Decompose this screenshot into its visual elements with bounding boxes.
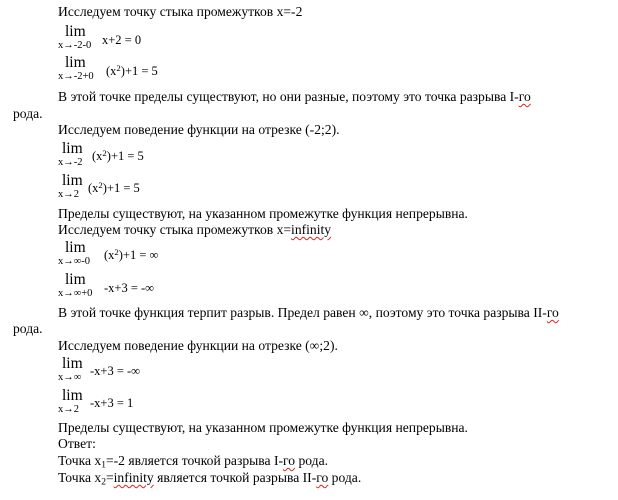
lim-word: lim [65,271,86,288]
lim-subscript: x→2 [58,189,79,200]
lim-word: lim [65,23,86,40]
lim-expression: x+2 = 0 [102,33,142,47]
lim-subscript: x→-2+0 [58,71,94,82]
word-infinity: infinity [291,222,332,237]
lim-subscript: x→-2-0 [58,40,92,51]
lim-word: lim [62,140,83,157]
lim-expression: $(x^2)+1 = 5$ [88,180,140,195]
suffix-go: го [283,453,296,468]
heading-interval-2: Исследуем поведение функции на отрезке (∞;2). [58,338,338,353]
word-infinity: infinity [113,470,154,485]
suffix-go: го [518,89,531,104]
heading-junction-point-2: Исследуем точку стыка промежутков x=infinity [58,222,332,237]
answer-1: Точка $x_1=-2$ является точкой разрыва I-го рода. [58,453,328,471]
lim-subscript: x→∞-0 [58,256,90,267]
lim-subscript: x→∞+0 [58,288,93,299]
lim-word: lim [65,54,86,71]
suffix-go: го [546,305,559,320]
lim-expression: -x+3 = -∞ [104,281,155,295]
paragraph-1-line-2: рода. [13,106,43,121]
paragraph-1-line-1: В этой точке пределы существуют, но они разные, поэтому это точка разрыва I-го [58,89,531,104]
conclusion-2: Пределы существуют, на указанном промежутке функция непрерывна. [58,420,468,435]
lim-expression: $(x^2)+1 = 5$ [92,148,144,163]
lim-word: lim [62,387,83,404]
heading-junction-point-1: Исследуем точку стыка промежутков x=-2 [58,4,303,19]
answer-label: Ответ: [58,436,96,451]
lim-expression: $(x^2)+1$ = ∞ [104,247,159,262]
paragraph-2-line-2: рода. [13,321,43,336]
lim-word: lim [65,239,86,256]
lim-expression: -x+3 = 1 [90,396,134,410]
conclusion-1: Пределы существуют, на указанном промежутке функция непрерывна. [58,206,468,221]
heading-interval-1: Исследуем поведение функции на отрезке (-2;2). [58,122,340,137]
lim-subscript: x→∞ [58,372,82,383]
lim-word: lim [62,172,83,189]
lim-subscript: x→-2 [58,157,83,168]
lim-expression: -x+3 = -∞ [90,364,141,378]
lim-subscript: x→2 [58,404,79,415]
suffix-go: го [316,470,329,485]
answer-2: Точка $x_2=infinity$ является точкой разрыва II-го рода. [58,470,362,488]
lim-expression: $(x^2)+1 = 5$ [106,63,158,78]
lim-word: lim [62,355,83,372]
paragraph-2-line-1: В этой точке функция терпит разрыв. Предел равен ∞, поэтому это точка разрыва II-го [58,305,559,320]
